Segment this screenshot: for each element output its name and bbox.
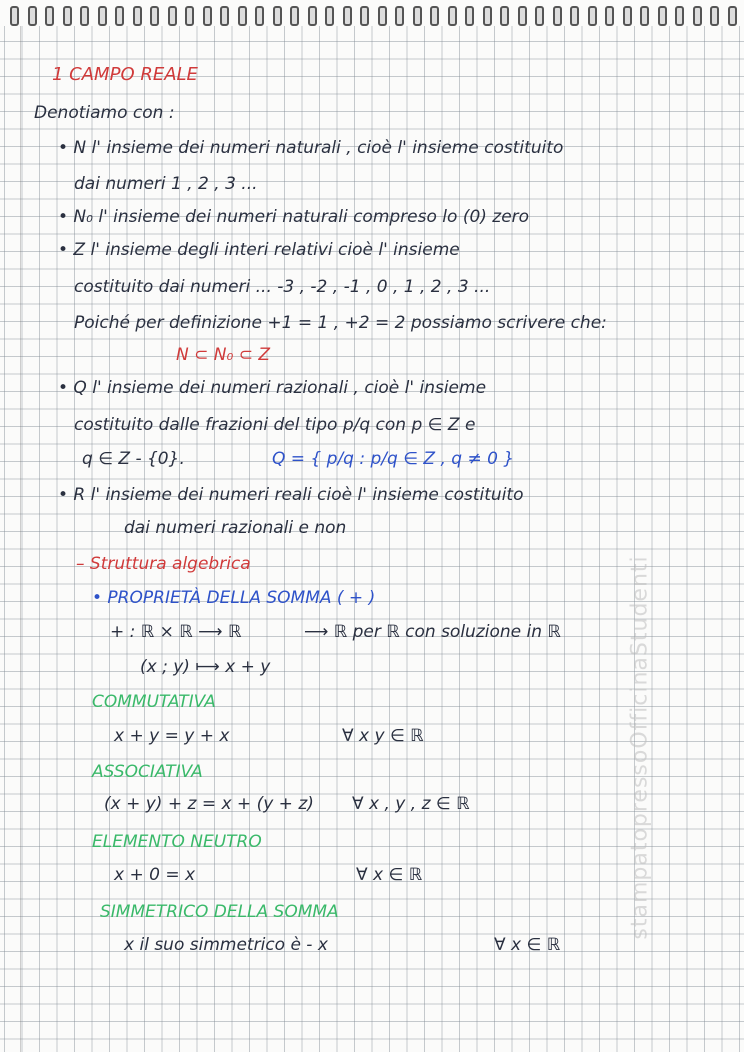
spiral-ring	[710, 6, 719, 26]
line-inclusion: N ⊂ N₀ ⊂ Z	[176, 345, 270, 365]
spiral-ring	[378, 6, 387, 26]
spiral-ring	[465, 6, 474, 26]
line-naturals-zero: • N₀ l' insieme dei numeri naturali compreso lo (0) zero	[58, 207, 530, 227]
line-associative: (x + y) + z = x + (y + z)	[104, 794, 314, 814]
line-commutative: x + y = y + x	[114, 726, 230, 746]
spiral-ring	[115, 6, 124, 26]
spiral-ring	[728, 6, 737, 26]
line-naturals-cont: dai numeri 1 , 2 , 3 ...	[74, 174, 258, 194]
line-sum-pair: (x ; y) ⟼ x + y	[140, 657, 271, 677]
spiral-ring	[325, 6, 334, 26]
line-rationals: • Q l' insieme dei numeri razionali , cioè l' insieme	[58, 378, 487, 398]
heading-symmetric: SIMMETRICO DELLA SOMMA	[100, 902, 339, 922]
heading-commutative: COMMUTATIVA	[92, 692, 216, 712]
line-rationals-q: q ∈ Z - {0}.	[82, 449, 185, 469]
spiral-ring	[63, 6, 72, 26]
spiral-binding	[0, 0, 744, 26]
spiral-ring	[255, 6, 264, 26]
spiral-ring	[238, 6, 247, 26]
heading-algebraic-structure: – Struttura algebrica	[76, 554, 251, 574]
heading-neutral-element: ELEMENTO NEUTRO	[92, 832, 262, 852]
line-integers-cont: costituito dai numeri ... -3 , -2 , -1 , 0 , 1 , 2 , 3 ...	[74, 277, 491, 297]
margin-line	[20, 26, 21, 1052]
spiral-ring	[570, 6, 579, 26]
spiral-ring	[588, 6, 597, 26]
line-naturals: • N l' insieme dei numeri naturali , cioè l' insieme costituito	[58, 138, 564, 158]
spiral-ring	[360, 6, 369, 26]
section-title: 1 CAMPO REALE	[52, 64, 198, 85]
spiral-ring	[623, 6, 632, 26]
spiral-ring	[133, 6, 142, 26]
line-symmetric-forall: ∀ x ∈ ℝ	[494, 935, 561, 955]
spiral-ring	[535, 6, 544, 26]
spiral-ring	[395, 6, 404, 26]
spiral-ring	[45, 6, 54, 26]
spiral-ring	[28, 6, 37, 26]
spiral-ring	[290, 6, 299, 26]
line-neutral-forall: ∀ x ∈ ℝ	[356, 865, 423, 885]
spiral-ring	[693, 6, 702, 26]
spiral-ring	[430, 6, 439, 26]
spiral-ring	[168, 6, 177, 26]
spiral-ring	[500, 6, 509, 26]
spiral-ring	[10, 6, 19, 26]
spiral-ring	[553, 6, 562, 26]
line-rationals-set: Q = { p/q : p/q ∈ Z , q ≠ 0 }	[272, 449, 515, 469]
spiral-ring	[98, 6, 107, 26]
line-symmetric: x il suo simmetrico è - x	[124, 935, 328, 955]
watermark: stampatopressoOfficinaStudenti	[627, 555, 653, 940]
intro-line: Denotiamo con :	[34, 103, 175, 123]
spiral-ring	[518, 6, 527, 26]
spiral-ring	[605, 6, 614, 26]
spiral-ring	[220, 6, 229, 26]
spiral-ring	[483, 6, 492, 26]
spiral-ring	[308, 6, 317, 26]
line-sum-map: + : ℝ × ℝ ⟶ ℝ	[110, 622, 242, 642]
line-reals-cont: dai numeri razionali e non	[124, 518, 347, 538]
spiral-ring	[343, 6, 352, 26]
heading-associative: ASSOCIATIVA	[92, 762, 203, 782]
spiral-ring	[640, 6, 649, 26]
line-reals: • R l' insieme dei numeri reali cioè l' insieme costituito	[58, 485, 524, 505]
spiral-ring	[675, 6, 684, 26]
spiral-ring	[203, 6, 212, 26]
spiral-ring	[413, 6, 422, 26]
spiral-ring	[185, 6, 194, 26]
spiral-ring	[80, 6, 89, 26]
line-commutative-forall: ∀ x y ∈ ℝ	[342, 726, 424, 746]
line-neutral-element: x + 0 = x	[114, 865, 196, 885]
spiral-ring	[448, 6, 457, 26]
line-sum-map-note: ⟶ ℝ per ℝ con soluzione in ℝ	[304, 622, 561, 642]
line-associative-forall: ∀ x , y , z ∈ ℝ	[352, 794, 470, 814]
line-rationals-cont: costituito dalle frazioni del tipo p/q con p ∈ Z e	[74, 415, 476, 435]
line-definition: Poiché per definizione +1 = 1 , +2 = 2 possiamo scrivere che:	[74, 313, 607, 333]
spiral-ring	[658, 6, 667, 26]
line-integers: • Z l' insieme degli interi relativi cioè l' insieme	[58, 240, 460, 260]
spiral-ring	[273, 6, 282, 26]
heading-sum-properties: • PROPRIETÀ DELLA SOMMA ( + )	[92, 588, 376, 608]
spiral-ring	[150, 6, 159, 26]
